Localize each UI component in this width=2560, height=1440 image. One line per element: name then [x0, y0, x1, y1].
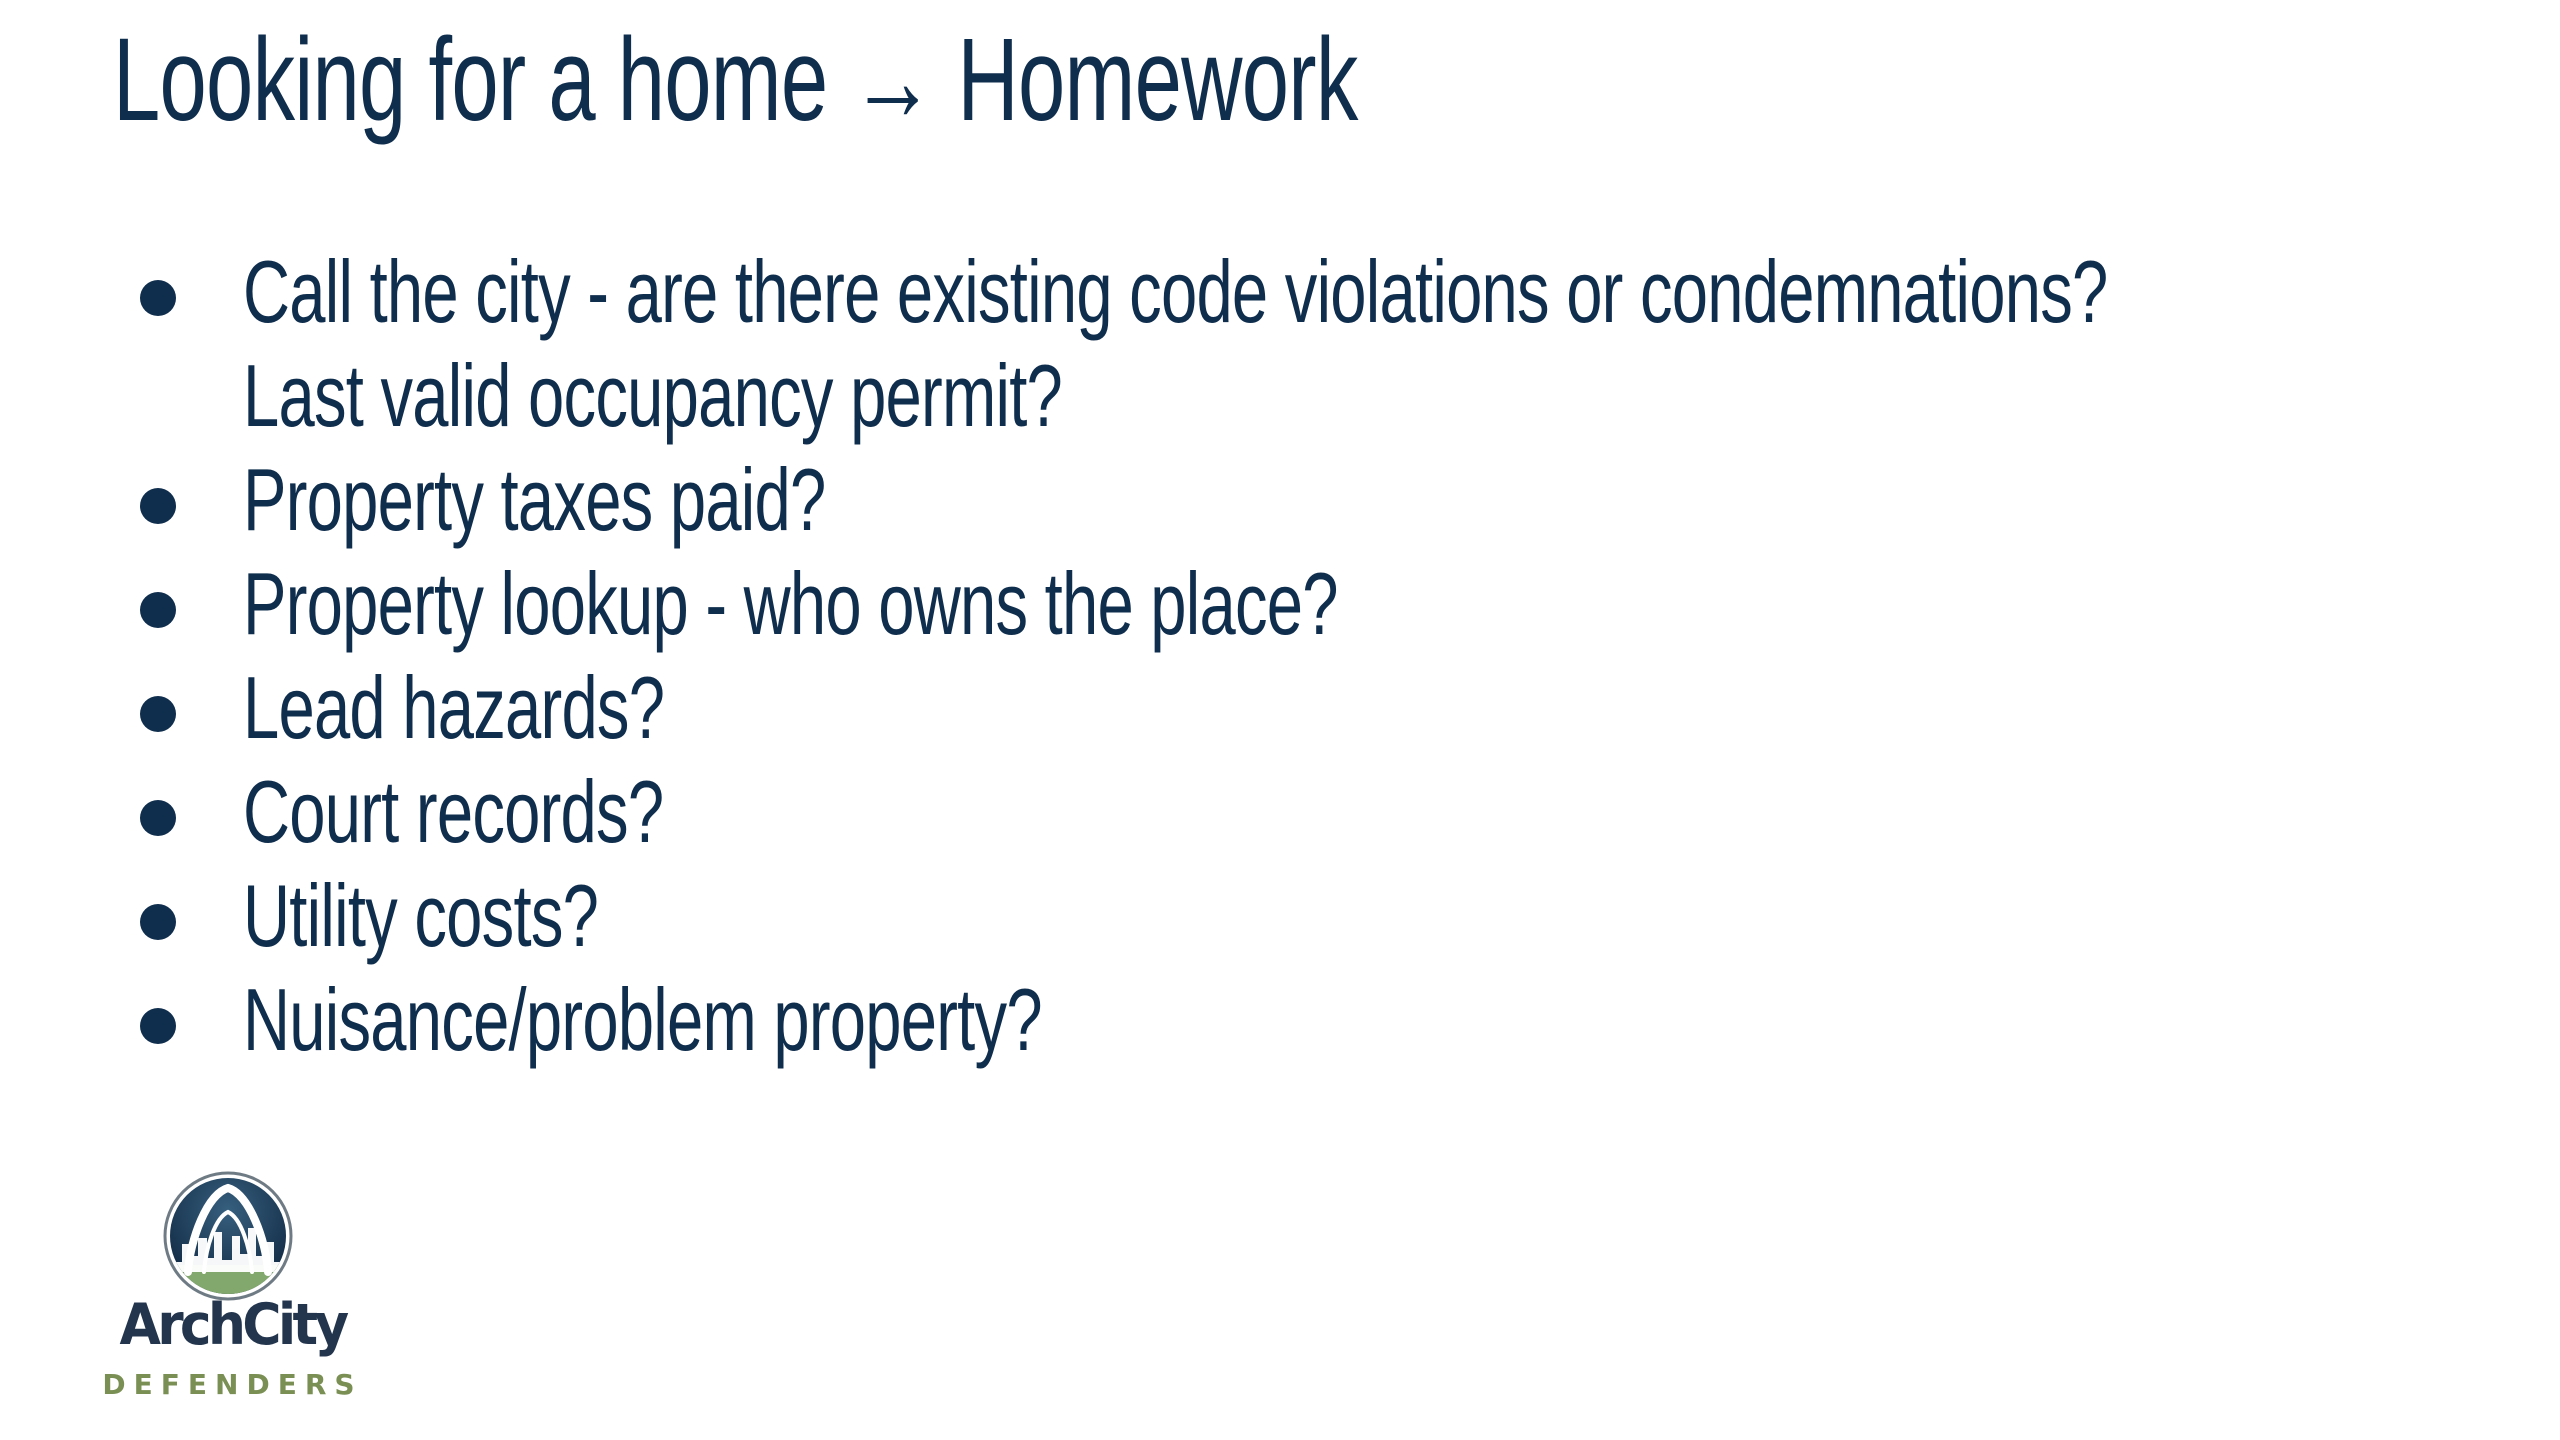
bullet-line: Last valid occupancy permit?: [243, 346, 1063, 445]
bullet-text: [243, 760, 663, 864]
bullet-dot-icon: [140, 696, 176, 732]
bullet-item: [140, 760, 2560, 864]
bullet-line: Property taxes paid?: [243, 450, 826, 549]
bullet-line: Court records?: [243, 762, 664, 861]
bullet-dot-icon: [140, 592, 176, 628]
bullet-item: [140, 656, 2560, 760]
bullet-text: [243, 864, 598, 968]
bullet-item: [140, 552, 2560, 656]
bullet-text: [243, 968, 1042, 1072]
bullet-dot-icon: [140, 1008, 176, 1044]
bullet-line: Call the city - are there existing code violations or condemnations?: [243, 242, 2108, 341]
bullet-dot-icon: [140, 800, 176, 836]
bullet-text: [243, 552, 1338, 656]
bullet-list: [140, 240, 2560, 1072]
slide-title: Looking for a home → Homework: [113, 14, 1358, 146]
bullet-dot-icon: [140, 280, 176, 316]
bullet-dot-icon: [140, 488, 176, 524]
bullet-dot-icon: [140, 904, 176, 940]
bullet-item: [140, 448, 2560, 552]
logo-subtitle: DEFENDERS: [102, 1368, 363, 1401]
bullet-item: [140, 968, 2560, 1072]
bullet-item: [140, 240, 2560, 448]
bullet-item: [140, 864, 2560, 968]
bullet-line: Utility costs?: [243, 866, 599, 965]
archcity-defenders-logo: [90, 1170, 375, 1405]
bullet-text: [243, 448, 825, 552]
arch-skyline-icon: [162, 1170, 294, 1302]
bullet-line: Lead hazards?: [243, 658, 665, 757]
logo-name: ArchCity: [119, 1292, 346, 1358]
bullet-text: [243, 240, 2107, 448]
bullet-line: Property lookup - who owns the place?: [243, 554, 1338, 653]
bullet-line: Nuisance/problem property?: [243, 970, 1042, 1069]
bullet-text: [243, 656, 664, 760]
